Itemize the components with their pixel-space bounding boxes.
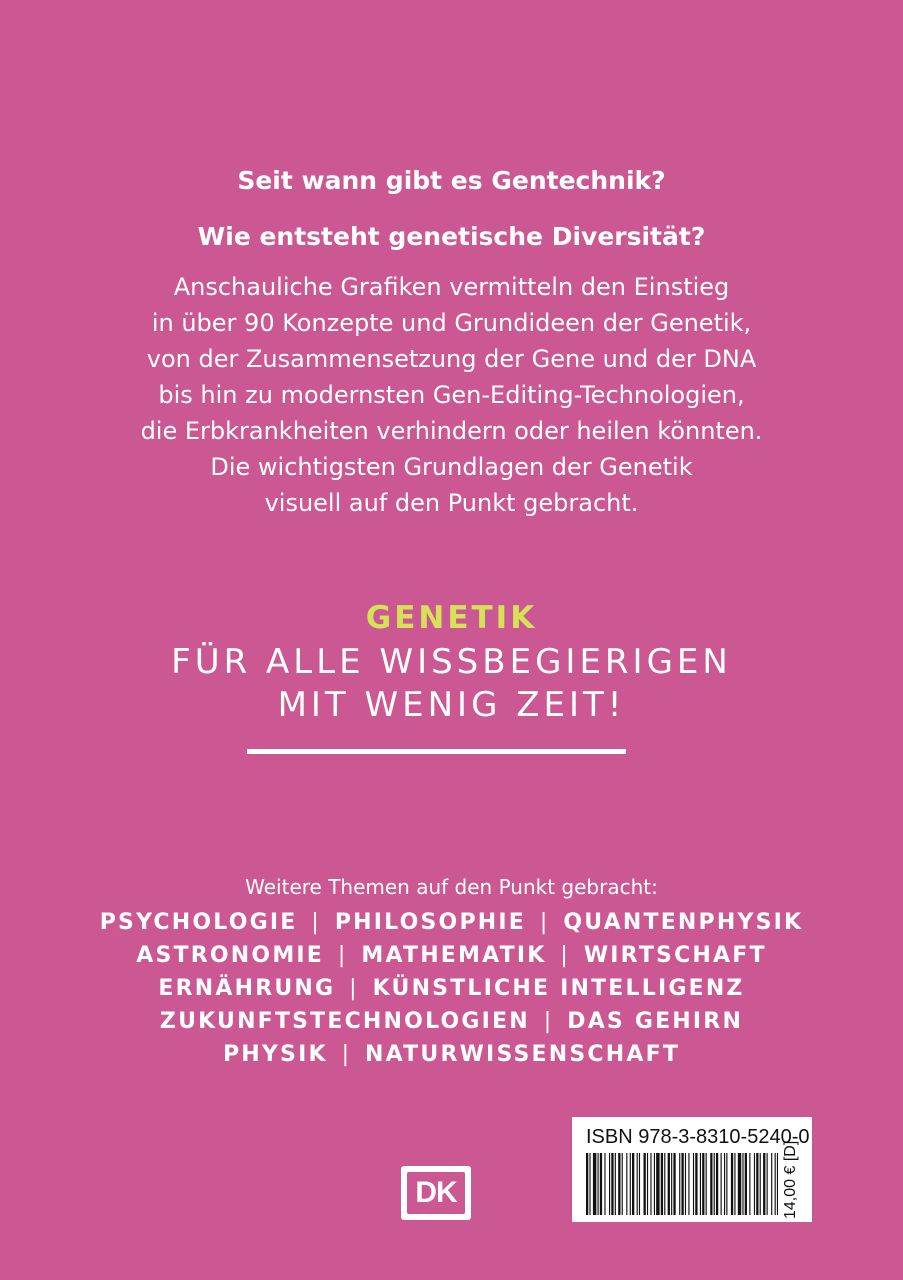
topic-item: QUANTENPHYSIK — [563, 910, 804, 935]
barcode-bar — [661, 1153, 663, 1215]
blurb-line: bis hin zu modernsten Gen-Editing-Technologien, — [158, 381, 745, 409]
barcode-bar — [622, 1153, 623, 1215]
topic-line — [0, 939, 903, 972]
barcode-bar — [656, 1153, 659, 1215]
barcode-bar — [749, 1153, 750, 1215]
blurb-line: visuell auf den Punkt gebracht. — [264, 489, 639, 517]
barcode-bar — [664, 1153, 665, 1215]
topic-line — [0, 1005, 903, 1038]
topic-item: DAS GEHIRN — [567, 1009, 744, 1034]
barcode-bar — [695, 1153, 697, 1215]
barcode-bar — [630, 1153, 631, 1215]
barcode-bar — [771, 1153, 772, 1215]
barcode-bar — [668, 1153, 670, 1215]
topic-separator: | — [337, 943, 348, 968]
barcode-bar — [688, 1153, 689, 1215]
barcode-bar — [756, 1153, 758, 1215]
barcode-bar — [693, 1153, 694, 1215]
barcode-graphic — [586, 1153, 778, 1215]
barcode-bar — [731, 1153, 733, 1215]
barcode-bar — [763, 1153, 765, 1215]
barcode-bar — [685, 1153, 686, 1215]
topic-item: ZUKUNFTSTECHNOLOGIEN — [159, 1009, 530, 1034]
topic-line — [0, 906, 903, 939]
barcode-bar — [679, 1153, 680, 1215]
topic-item: ERNÄHRUNG — [158, 976, 336, 1001]
barcode-bar — [604, 1153, 605, 1215]
slogan-line-1: FÜR ALLE WISSBEGIERIGEN — [171, 642, 732, 682]
barcode-bar — [589, 1153, 590, 1215]
barcode-bar — [726, 1153, 727, 1215]
topic-separator: | — [539, 910, 550, 935]
topic-item: PHYSIK — [222, 1042, 328, 1067]
barcode-bar — [767, 1153, 768, 1215]
isbn-number: ISBN 978-3-8310-5240-0 — [586, 1126, 810, 1148]
barcode-bar — [724, 1153, 725, 1215]
barcode-bar — [734, 1153, 735, 1215]
barcode-bar — [600, 1153, 602, 1215]
divider-rule — [247, 749, 626, 754]
slogan-topic: GENETIK — [365, 600, 538, 636]
barcode-bar — [650, 1153, 651, 1215]
blurb-line: die Erbkrankheiten verhindern oder heilen könnten. — [140, 417, 763, 445]
barcode-bar — [760, 1153, 761, 1215]
topic-item: WIRTSCHAFT — [583, 943, 767, 968]
barcode-bar — [609, 1153, 610, 1215]
barcode-bar — [611, 1153, 613, 1215]
slogan-line-2: MIT WENIG ZEIT! — [277, 685, 626, 725]
topic-separator: | — [560, 943, 570, 968]
barcode-bar — [742, 1153, 743, 1215]
barcode-bar — [710, 1153, 712, 1215]
barcode-bar — [706, 1153, 707, 1215]
barcode-bar — [586, 1153, 588, 1215]
price-label: 14,00 € [D] — [782, 1140, 799, 1219]
barcode-bar — [615, 1153, 616, 1215]
barcode-bar — [681, 1153, 683, 1215]
topic-separator: | — [543, 1009, 554, 1034]
topic-line — [0, 972, 903, 1005]
barcode-bar — [671, 1153, 672, 1215]
barcode-bar — [716, 1153, 718, 1215]
blurb-line: in über 90 Konzepte und Grundideen der Genetik, — [151, 309, 752, 337]
barcode-bar — [639, 1153, 640, 1215]
topic-item: ASTRONOMIE — [136, 943, 325, 968]
barcode-bar — [598, 1153, 599, 1215]
topic-item: PHILOSOPHIE — [334, 910, 527, 935]
barcode-bar — [593, 1153, 596, 1215]
topic-item: MATHEMATIK — [361, 943, 547, 968]
more-topics-list — [0, 906, 903, 1071]
barcode-bar — [754, 1153, 755, 1215]
barcode-bar — [654, 1153, 655, 1215]
topic-separator: | — [341, 1042, 352, 1067]
barcode-bar — [637, 1153, 638, 1215]
dk-logo-text: DK — [407, 1172, 465, 1214]
barcode-bar — [618, 1153, 620, 1215]
topic-separator: | — [311, 910, 321, 935]
barcode-bar — [673, 1153, 675, 1215]
topic-line — [0, 1038, 903, 1071]
barcode-bar — [644, 1153, 646, 1215]
barcode-bar — [738, 1153, 741, 1215]
barcode-bar — [745, 1153, 747, 1215]
barcode-bar — [626, 1153, 627, 1215]
description-blurb — [0, 269, 903, 521]
topic-item: PSYCHOLOGIE — [99, 910, 298, 935]
topic-separator: | — [349, 976, 359, 1001]
dk-logo — [401, 1166, 471, 1220]
question-1: Seit wann gibt es Gentechnik? — [237, 166, 666, 195]
question-2: Wie entsteht genetische Diversität? — [197, 222, 706, 251]
barcode-bar — [702, 1153, 704, 1215]
barcode-bar — [721, 1153, 722, 1215]
barcode-label — [572, 1117, 812, 1222]
barcode-bar — [714, 1153, 715, 1215]
barcode-bar — [700, 1153, 701, 1215]
topic-item: KÜNSTLICHE INTELLIGENZ — [372, 976, 745, 1001]
barcode-bar — [647, 1153, 648, 1215]
blurb-line: Anschauliche Grafiken vermitteln den Einstieg — [173, 273, 730, 301]
barcode-bar — [632, 1153, 634, 1215]
blurb-line: von der Zusammensetzung der Gene und der DNA — [146, 345, 757, 373]
topic-item: NATURWISSENSCHAFT — [365, 1042, 681, 1067]
more-topics-intro: Weitere Themen auf den Punkt gebracht: — [245, 875, 658, 899]
blurb-line: Die wichtigsten Grundlagen der Genetik — [210, 453, 693, 481]
